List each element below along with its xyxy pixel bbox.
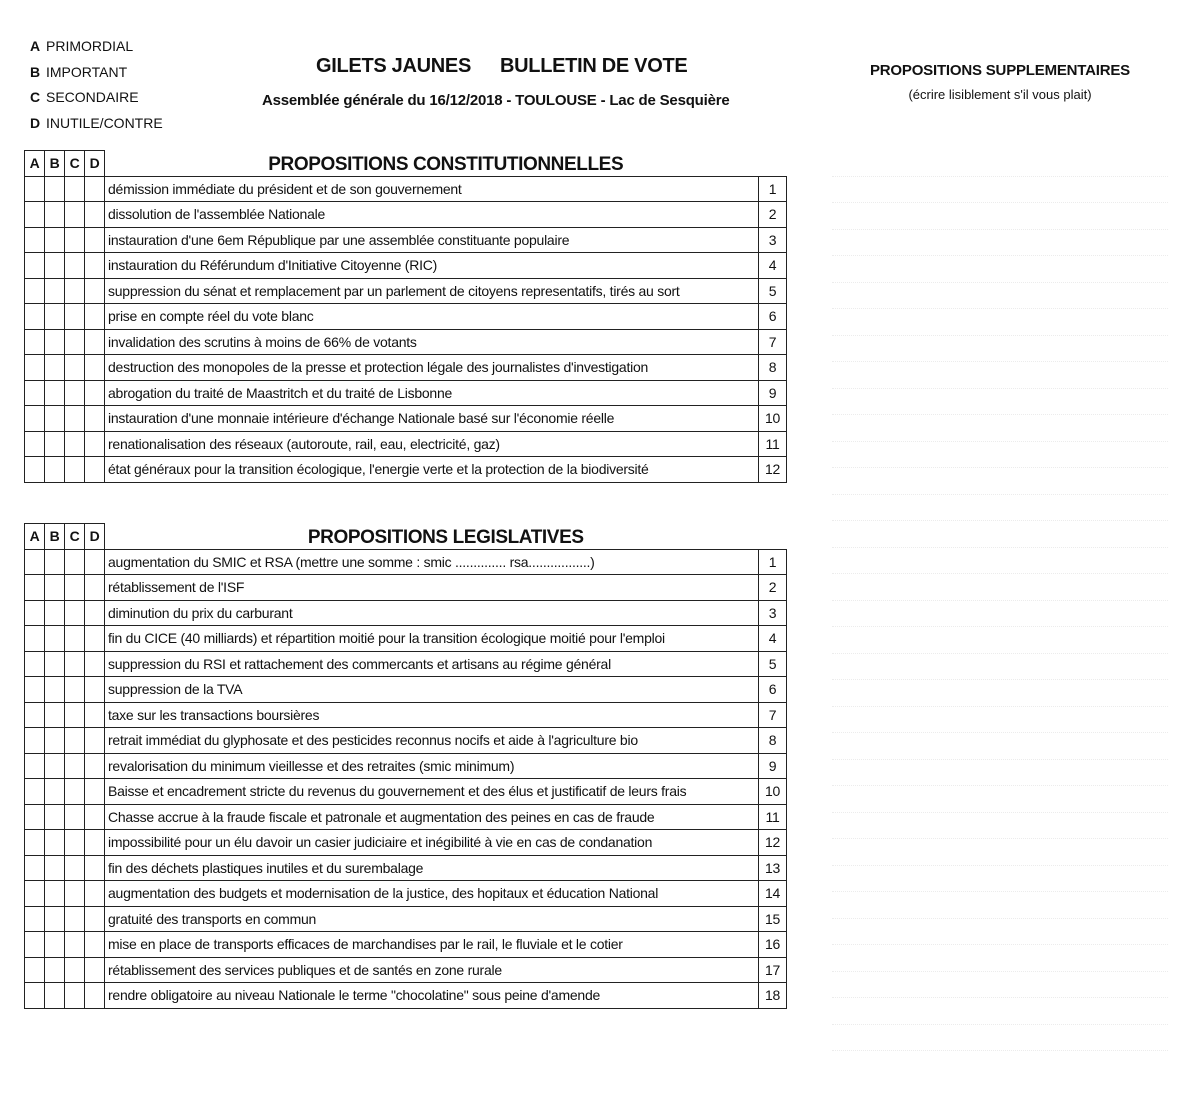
proposition-row [25, 906, 787, 932]
vote-box-a[interactable] [25, 355, 45, 381]
vote-box-a[interactable] [25, 457, 45, 483]
vote-box-b[interactable] [45, 957, 65, 983]
vote-box-a[interactable] [25, 855, 45, 881]
vote-box-d[interactable] [85, 804, 105, 830]
vote-box-b[interactable] [45, 728, 65, 754]
proposition-number: 9 [759, 380, 787, 406]
vote-box-a[interactable] [25, 549, 45, 575]
vote-box-a[interactable] [25, 932, 45, 958]
vote-box-c[interactable] [65, 804, 85, 830]
vote-box-c[interactable] [65, 457, 85, 483]
vote-box-b[interactable] [45, 702, 65, 728]
vote-box-a[interactable] [25, 702, 45, 728]
proposition-row [25, 651, 787, 677]
table-header-row [25, 151, 787, 177]
vote-box-a[interactable] [25, 779, 45, 805]
proposition-text: augmentation du SMIC et RSA (mettre une somme : smic .............. rsa.................) [105, 549, 759, 575]
supplementary-line[interactable] [832, 230, 1168, 257]
proposition-number: 7 [759, 702, 787, 728]
legend-row-c [30, 85, 163, 111]
supplementary-line[interactable] [832, 495, 1168, 522]
proposition-text: instauration du Référundum d'Initiative Citoyenne (RIC) [105, 253, 759, 279]
vote-box-d[interactable] [85, 304, 105, 330]
proposition-number: 14 [759, 881, 787, 907]
vote-box-b[interactable] [45, 677, 65, 703]
vote-box-c[interactable] [65, 753, 85, 779]
proposition-number: 5 [759, 651, 787, 677]
vote-box-c[interactable] [65, 932, 85, 958]
vote-box-a[interactable] [25, 575, 45, 601]
legend-row-b [30, 60, 163, 86]
vote-box-c[interactable] [65, 304, 85, 330]
vote-box-d[interactable] [85, 779, 105, 805]
proposition-text: suppression du sénat et remplacement par un parlement de citoyens representatifs, tirés au sort [105, 278, 759, 304]
vote-box-a[interactable] [25, 881, 45, 907]
vote-box-b[interactable] [45, 457, 65, 483]
proposition-text: état généraux pour la transition écologique, l'energie verte et la protection de la biodiversité [105, 457, 759, 483]
proposition-number: 11 [759, 431, 787, 457]
vote-box-a[interactable] [25, 804, 45, 830]
supplementary-line[interactable] [832, 627, 1168, 654]
vote-box-b[interactable] [45, 380, 65, 406]
column-header-d: D [85, 524, 105, 550]
proposition-row [25, 457, 787, 483]
column-header-c: C [65, 151, 85, 177]
vote-box-c[interactable] [65, 728, 85, 754]
legend-label: IMPORTANT [46, 63, 128, 80]
supplementary-line[interactable] [832, 813, 1168, 840]
proposition-number: 8 [759, 728, 787, 754]
vote-box-a[interactable] [25, 906, 45, 932]
legend-label: SECONDAIRE [46, 89, 139, 105]
proposition-row [25, 253, 787, 279]
supplementary-writing-area[interactable] [832, 150, 1168, 1051]
proposition-text: retrait immédiat du glyphosate et des pesticides reconnus nocifs et aide à l'agriculture bio [105, 728, 759, 754]
vote-box-a[interactable] [25, 202, 45, 228]
vote-box-b[interactable] [45, 549, 65, 575]
section-title: PROPOSITIONS LEGISLATIVES [307, 526, 584, 548]
vote-box-d[interactable] [85, 329, 105, 355]
legislative-table [24, 523, 787, 1009]
vote-box-c[interactable] [65, 626, 85, 652]
proposition-number: 3 [759, 227, 787, 253]
proposition-text: taxe sur les transactions boursières [105, 702, 759, 728]
supplementary-line[interactable] [832, 839, 1168, 866]
vote-box-c[interactable] [65, 575, 85, 601]
vote-box-c[interactable] [65, 176, 85, 202]
vote-box-c[interactable] [65, 549, 85, 575]
proposition-number: 1 [759, 176, 787, 202]
proposition-number: 6 [759, 304, 787, 330]
vote-box-b[interactable] [45, 575, 65, 601]
priority-legend [30, 34, 163, 136]
proposition-text: augmentation des budgets et modernisation de la justice, des hopitaux et éducation National [105, 881, 759, 907]
vote-box-b[interactable] [45, 626, 65, 652]
vote-box-d[interactable] [85, 431, 105, 457]
vote-box-d[interactable] [85, 202, 105, 228]
proposition-row [25, 549, 787, 575]
assembly-info: Assemblée générale du 16/12/2018 - TOULOUSE - Lac de Sesquière [262, 92, 730, 109]
proposition-number: 4 [759, 253, 787, 279]
section-title: PROPOSITIONS CONSTITUTIONNELLES [268, 153, 624, 175]
proposition-number: 5 [759, 278, 787, 304]
proposition-text: diminution du prix du carburant [105, 600, 759, 626]
proposition-number: 6 [759, 677, 787, 703]
supplementary-line[interactable] [832, 336, 1168, 363]
vote-box-b[interactable] [45, 932, 65, 958]
legend-letter: B [30, 63, 41, 80]
proposition-number: 4 [759, 626, 787, 652]
vote-box-d[interactable] [85, 457, 105, 483]
supplementary-line[interactable] [832, 177, 1168, 204]
vote-box-d[interactable] [85, 881, 105, 907]
vote-box-a[interactable] [25, 253, 45, 279]
proposition-row [25, 779, 787, 805]
vote-box-a[interactable] [25, 227, 45, 253]
vote-box-c[interactable] [65, 406, 85, 432]
proposition-number: 18 [759, 983, 787, 1009]
vote-box-b[interactable] [45, 406, 65, 432]
vote-box-b[interactable] [45, 804, 65, 830]
supplementary-title: PROPOSITIONS SUPPLEMENTAIRES [870, 62, 1130, 79]
vote-box-d[interactable] [85, 728, 105, 754]
proposition-number: 1 [759, 549, 787, 575]
supplementary-line[interactable] [832, 601, 1168, 628]
vote-box-d[interactable] [85, 575, 105, 601]
proposition-row [25, 830, 787, 856]
legend-row-d [30, 111, 163, 137]
proposition-text: fin des déchets plastiques inutiles et du surembalage [105, 855, 759, 881]
vote-box-b[interactable] [45, 329, 65, 355]
supplementary-line[interactable] [832, 866, 1168, 893]
vote-box-a[interactable] [25, 626, 45, 652]
supplementary-line[interactable] [832, 256, 1168, 283]
vote-box-b[interactable] [45, 304, 65, 330]
supplementary-line[interactable] [832, 680, 1168, 707]
vote-box-d[interactable] [85, 176, 105, 202]
vote-box-a[interactable] [25, 753, 45, 779]
proposition-row [25, 406, 787, 432]
supplementary-line[interactable] [832, 283, 1168, 310]
vote-box-c[interactable] [65, 881, 85, 907]
proposition-row [25, 278, 787, 304]
vote-box-a[interactable] [25, 431, 45, 457]
vote-box-c[interactable] [65, 830, 85, 856]
vote-box-b[interactable] [45, 753, 65, 779]
proposition-number: 12 [759, 457, 787, 483]
vote-box-c[interactable] [65, 355, 85, 381]
vote-box-c[interactable] [65, 431, 85, 457]
vote-box-b[interactable] [45, 651, 65, 677]
vote-box-b[interactable] [45, 855, 65, 881]
proposition-row [25, 881, 787, 907]
proposition-text: rétablissement des services publiques et de santés en zone rurale [105, 957, 759, 983]
vote-box-d[interactable] [85, 549, 105, 575]
supplementary-line[interactable] [832, 972, 1168, 999]
vote-box-c[interactable] [65, 227, 85, 253]
supplementary-line[interactable] [832, 654, 1168, 681]
vote-box-d[interactable] [85, 677, 105, 703]
column-header-d: D [85, 151, 105, 177]
vote-box-d[interactable] [85, 227, 105, 253]
proposition-row [25, 677, 787, 703]
vote-box-a[interactable] [25, 406, 45, 432]
proposition-text: démission immédiate du président et de son gouvernement [105, 176, 759, 202]
proposition-number: 9 [759, 753, 787, 779]
vote-box-b[interactable] [45, 431, 65, 457]
proposition-text: revalorisation du minimum vieillesse et des retraites (smic minimum) [105, 753, 759, 779]
vote-box-b[interactable] [45, 355, 65, 381]
supplementary-line[interactable] [832, 150, 1168, 177]
proposition-text: Chasse accrue à la fraude fiscale et patronale et augmentation des peines en cas de fraude [105, 804, 759, 830]
table-header-row [25, 524, 787, 550]
vote-box-c[interactable] [65, 702, 85, 728]
vote-box-c[interactable] [65, 329, 85, 355]
column-header-b: B [45, 524, 65, 550]
vote-box-c[interactable] [65, 278, 85, 304]
vote-box-d[interactable] [85, 355, 105, 381]
legend-letter: D [30, 114, 41, 131]
vote-box-d[interactable] [85, 906, 105, 932]
supplementary-line[interactable] [832, 468, 1168, 495]
vote-box-d[interactable] [85, 651, 105, 677]
supplementary-line[interactable] [832, 760, 1168, 787]
proposition-number: 16 [759, 932, 787, 958]
vote-box-d[interactable] [85, 753, 105, 779]
document-subtitle: BULLETIN DE VOTE [500, 55, 688, 77]
supplementary-line[interactable] [832, 919, 1168, 946]
proposition-number: 7 [759, 329, 787, 355]
vote-box-b[interactable] [45, 278, 65, 304]
vote-box-d[interactable] [85, 278, 105, 304]
legend-letter: A [30, 38, 41, 54]
proposition-row [25, 600, 787, 626]
proposition-row [25, 804, 787, 830]
legend-letter: C [30, 89, 41, 105]
proposition-number: 2 [759, 202, 787, 228]
legend-label: PRIMORDIAL [46, 38, 134, 54]
proposition-number: 3 [759, 600, 787, 626]
supplementary-line[interactable] [832, 203, 1168, 230]
supplementary-line[interactable] [832, 548, 1168, 575]
supplementary-line[interactable] [832, 1025, 1168, 1052]
legend-row-a [30, 34, 163, 60]
proposition-text: abrogation du traité de Maastritch et du traité de Lisbonne [105, 380, 759, 406]
vote-box-c[interactable] [65, 855, 85, 881]
proposition-row [25, 957, 787, 983]
supplementary-note: (écrire lisiblement s'il vous plait) [908, 87, 1092, 102]
proposition-text: instauration d'une monnaie intérieure d'échange Nationale basé sur l'économie réelle [105, 406, 759, 432]
vote-box-a[interactable] [25, 651, 45, 677]
vote-box-d[interactable] [85, 830, 105, 856]
vote-box-c[interactable] [65, 600, 85, 626]
vote-box-d[interactable] [85, 406, 105, 432]
vote-box-b[interactable] [45, 906, 65, 932]
column-header-a: A [25, 151, 45, 177]
vote-box-b[interactable] [45, 983, 65, 1009]
proposition-row [25, 626, 787, 652]
proposition-row [25, 227, 787, 253]
supplementary-line[interactable] [832, 707, 1168, 734]
vote-box-d[interactable] [85, 855, 105, 881]
proposition-row [25, 932, 787, 958]
column-header-a: A [25, 524, 45, 550]
vote-box-b[interactable] [45, 881, 65, 907]
proposition-row [25, 431, 787, 457]
vote-box-d[interactable] [85, 702, 105, 728]
proposition-row [25, 983, 787, 1009]
vote-box-b[interactable] [45, 227, 65, 253]
vote-box-c[interactable] [65, 677, 85, 703]
proposition-number: 10 [759, 406, 787, 432]
vote-box-d[interactable] [85, 983, 105, 1009]
proposition-row [25, 855, 787, 881]
supplementary-line[interactable] [832, 442, 1168, 469]
proposition-number: 13 [759, 855, 787, 881]
vote-box-c[interactable] [65, 202, 85, 228]
proposition-row [25, 355, 787, 381]
vote-box-d[interactable] [85, 600, 105, 626]
vote-box-a[interactable] [25, 304, 45, 330]
supplementary-line[interactable] [832, 945, 1168, 972]
proposition-text: invalidation des scrutins à moins de 66% de votants [105, 329, 759, 355]
proposition-text: Baisse et encadrement stricte du revenus du gouvernement et des élus et justificatif de leurs frais [105, 779, 759, 805]
supplementary-line[interactable] [832, 389, 1168, 416]
vote-box-a[interactable] [25, 677, 45, 703]
vote-box-c[interactable] [65, 779, 85, 805]
supplementary-line[interactable] [832, 521, 1168, 548]
proposition-text: instauration d'une 6em République par une assemblée constituante populaire [105, 227, 759, 253]
vote-box-c[interactable] [65, 906, 85, 932]
supplementary-line[interactable] [832, 892, 1168, 919]
supplementary-line[interactable] [832, 362, 1168, 389]
vote-box-a[interactable] [25, 380, 45, 406]
proposition-row [25, 329, 787, 355]
proposition-row [25, 202, 787, 228]
proposition-number: 12 [759, 830, 787, 856]
vote-box-c[interactable] [65, 651, 85, 677]
proposition-text: impossibilité pour un élu davoir un casier judiciaire et inégibilité à vie en cas de condanation [105, 830, 759, 856]
vote-box-a[interactable] [25, 600, 45, 626]
vote-box-c[interactable] [65, 957, 85, 983]
vote-box-b[interactable] [45, 779, 65, 805]
vote-box-d[interactable] [85, 932, 105, 958]
proposition-text: gratuité des transports en commun [105, 906, 759, 932]
vote-box-c[interactable] [65, 380, 85, 406]
vote-box-a[interactable] [25, 176, 45, 202]
vote-box-b[interactable] [45, 600, 65, 626]
proposition-number: 11 [759, 804, 787, 830]
supplementary-line[interactable] [832, 998, 1168, 1025]
proposition-text: prise en compte réel du vote blanc [105, 304, 759, 330]
proposition-row [25, 575, 787, 601]
column-header-b: B [45, 151, 65, 177]
vote-box-c[interactable] [65, 983, 85, 1009]
supplementary-line[interactable] [832, 786, 1168, 813]
vote-box-a[interactable] [25, 830, 45, 856]
vote-box-d[interactable] [85, 626, 105, 652]
vote-box-b[interactable] [45, 202, 65, 228]
proposition-text: suppression du RSI et rattachement des commercants et artisans au régime général [105, 651, 759, 677]
proposition-text: suppression de la TVA [105, 677, 759, 703]
proposition-row [25, 702, 787, 728]
vote-box-a[interactable] [25, 329, 45, 355]
vote-box-d[interactable] [85, 253, 105, 279]
proposition-text: dissolution de l'assemblée Nationale [105, 202, 759, 228]
vote-box-a[interactable] [25, 278, 45, 304]
document-title: GILETS JAUNES [316, 55, 472, 77]
vote-box-b[interactable] [45, 830, 65, 856]
proposition-row [25, 176, 787, 202]
vote-box-a[interactable] [25, 728, 45, 754]
vote-box-d[interactable] [85, 380, 105, 406]
proposition-number: 8 [759, 355, 787, 381]
vote-box-c[interactable] [65, 253, 85, 279]
supplementary-line[interactable] [832, 574, 1168, 601]
proposition-number: 10 [759, 779, 787, 805]
proposition-row [25, 380, 787, 406]
proposition-text: rendre obligatoire au niveau Nationale le terme "chocolatine" sous peine d'amende [105, 983, 759, 1009]
proposition-text: mise en place de transports efficaces de marchandises par le rail, le fluviale et le cotier [105, 932, 759, 958]
vote-box-a[interactable] [25, 983, 45, 1009]
proposition-number: 17 [759, 957, 787, 983]
proposition-row [25, 753, 787, 779]
vote-box-d[interactable] [85, 957, 105, 983]
proposition-row [25, 304, 787, 330]
vote-box-a[interactable] [25, 957, 45, 983]
proposition-text: destruction des monopoles de la presse et protection légale des journalistes d'investigation [105, 355, 759, 381]
proposition-number: 15 [759, 906, 787, 932]
supplementary-line[interactable] [832, 733, 1168, 760]
vote-box-b[interactable] [45, 176, 65, 202]
supplementary-line[interactable] [832, 309, 1168, 336]
proposition-text: renationalisation des réseaux (autoroute, rail, eau, electricité, gaz) [105, 431, 759, 457]
legend-label: INUTILE/CONTRE [46, 114, 163, 131]
proposition-number: 2 [759, 575, 787, 601]
proposition-row [25, 728, 787, 754]
vote-box-b[interactable] [45, 253, 65, 279]
column-header-c: C [65, 524, 85, 550]
proposition-text: rétablissement de l'ISF [105, 575, 759, 601]
proposition-text: fin du CICE (40 milliards) et répartition moitié pour la transition écologique moitié pour l'emploi [105, 626, 759, 652]
supplementary-line[interactable] [832, 415, 1168, 442]
constitutional-table [24, 150, 787, 483]
